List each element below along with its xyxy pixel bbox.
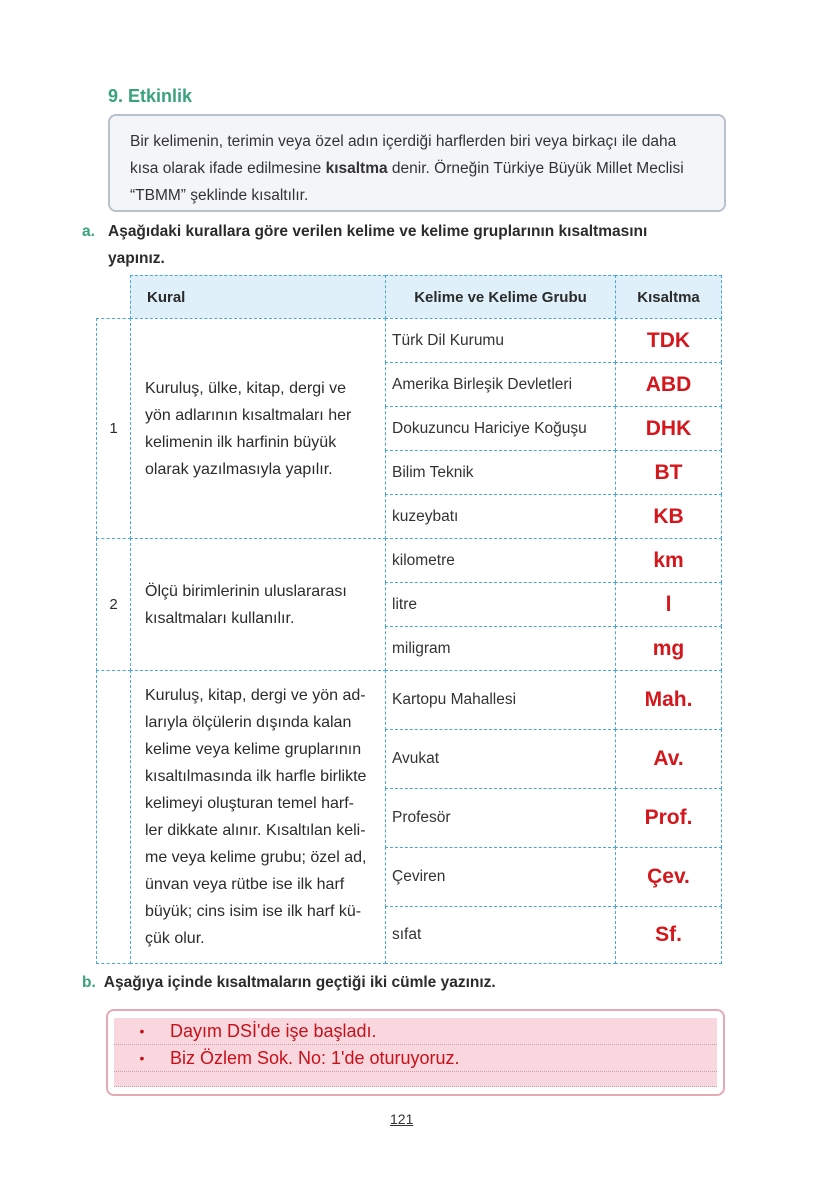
rule-line: kısaltılmasında ilk harfle birlikte xyxy=(145,768,367,785)
header-abbreviation: Kısaltma xyxy=(615,275,722,319)
abbreviation-cell: Av. xyxy=(615,729,722,789)
bullet-icon: • xyxy=(139,1050,145,1066)
rule-line: kelime veya kelime gruplarının xyxy=(145,741,362,758)
group-rule xyxy=(130,538,386,671)
rule-line: Ölçü birimlerinin uluslararası xyxy=(145,582,347,600)
question-a-letter: a. xyxy=(82,223,95,240)
question-b-letter: b. xyxy=(82,974,96,991)
abbreviation-cell: Prof. xyxy=(615,788,722,848)
question-a-text xyxy=(108,218,732,272)
word-cell: Avukat xyxy=(385,729,616,789)
word-cell: litre xyxy=(385,582,616,627)
abbreviation-cell: l xyxy=(615,582,722,627)
definition-text: kısa olarak ifade edilmesine xyxy=(130,160,326,177)
word-cell: Türk Dil Kurumu xyxy=(385,318,616,363)
abbreviation-cell: mg xyxy=(615,626,722,671)
rule-line: yön adlarının kısaltmaları her xyxy=(145,406,352,424)
abbreviation-cell: DHK xyxy=(615,406,722,451)
rule-line: kelimeyi oluşturan temel harf- xyxy=(145,795,354,812)
rule-line: Kuruluş, ülke, kitap, dergi ve xyxy=(145,379,346,397)
header-word: Kelime ve Kelime Grubu xyxy=(385,275,616,319)
question-a-line: yapınız. xyxy=(108,250,165,267)
word-cell: sıfat xyxy=(385,906,616,964)
rule-line: larıyla ölçülerin dışında kalan xyxy=(145,714,352,731)
abbreviation-cell: Mah. xyxy=(615,670,722,730)
definition-line: Bir kelimenin, terimin veya özel adın içerdiği harflerden biri veya birkaçı ile daha xyxy=(130,133,677,150)
abbreviation-cell: Çev. xyxy=(615,847,722,907)
abbreviation-cell: KB xyxy=(615,494,722,539)
word-cell: Kartopu Mahallesi xyxy=(385,670,616,730)
rule-line: kelimenin ilk harfinin büyük xyxy=(145,433,337,451)
word-cell: Çeviren xyxy=(385,847,616,907)
question-a xyxy=(82,218,732,267)
bullet-icon: • xyxy=(139,1023,145,1039)
answer-text: Biz Özlem Sok. No: 1'de oturuyoruz. xyxy=(170,1047,460,1068)
group-number xyxy=(96,670,131,964)
rule-line: Kuruluş, kitap, dergi ve yön ad- xyxy=(145,687,366,704)
word-cell: kuzeybatı xyxy=(385,494,616,539)
rule-line: me veya kelime grubu; özel ad, xyxy=(145,849,367,866)
rule-line: ler dikkate alınır. Kısaltılan keli- xyxy=(145,822,366,839)
abbreviation-cell: km xyxy=(615,538,722,583)
group-number: 1 xyxy=(96,318,131,539)
abbreviation-cell: ABD xyxy=(615,362,722,407)
definition-keyword: kısaltma xyxy=(325,160,388,177)
page-number: 121 xyxy=(390,1111,414,1127)
answer-box xyxy=(106,1009,725,1096)
definition-line: “TBMM” şeklinde kısaltılır. xyxy=(130,187,309,204)
word-cell: miligram xyxy=(385,626,616,671)
activity-title: 9. Etkinlik xyxy=(108,86,193,106)
word-cell: kilometre xyxy=(385,538,616,583)
rule-line: kısaltmaları kullanılır. xyxy=(145,609,295,627)
definition-text: denir. Örneğin Türkiye Büyük Millet Meclisi xyxy=(387,160,684,177)
abbreviation-cell: Sf. xyxy=(615,906,722,964)
answer-text: Dayım DSİ'de işe başladı. xyxy=(170,1020,377,1041)
rule-line: ünvan veya rütbe ise ilk harf xyxy=(145,876,345,893)
rule-line: olarak yazılmasıyla yapılır. xyxy=(145,460,333,478)
definition-line xyxy=(130,155,706,182)
word-cell: Profesör xyxy=(385,788,616,848)
question-b-text: Aşağıya içinde kısaltmaların geçtiği iki cümle yazınız. xyxy=(103,974,496,991)
question-a-line: Aşağıdaki kurallara göre verilen kelime ve kelime gruplarının kısaltmasını xyxy=(108,223,648,240)
rule-line: çük olur. xyxy=(145,930,205,947)
group-rule xyxy=(130,318,386,539)
group-number: 2 xyxy=(96,538,131,671)
word-cell: Amerika Birleşik Devletleri xyxy=(385,362,616,407)
rule-line: büyük; cins isim ise ilk harf kü- xyxy=(145,903,362,920)
word-cell: Dokuzuncu Hariciye Koğuşu xyxy=(385,406,616,451)
answer-line[interactable] xyxy=(114,1018,717,1045)
abbreviation-cell: TDK xyxy=(615,318,722,363)
answer-line-empty[interactable] xyxy=(114,1072,717,1087)
group-rule xyxy=(130,670,386,964)
definition-box xyxy=(108,114,726,212)
abbreviation-cell: BT xyxy=(615,450,722,495)
answer-line[interactable] xyxy=(114,1045,717,1072)
header-rule: Kural xyxy=(130,275,386,319)
word-cell: Bilim Teknik xyxy=(385,450,616,495)
question-b xyxy=(82,974,732,992)
